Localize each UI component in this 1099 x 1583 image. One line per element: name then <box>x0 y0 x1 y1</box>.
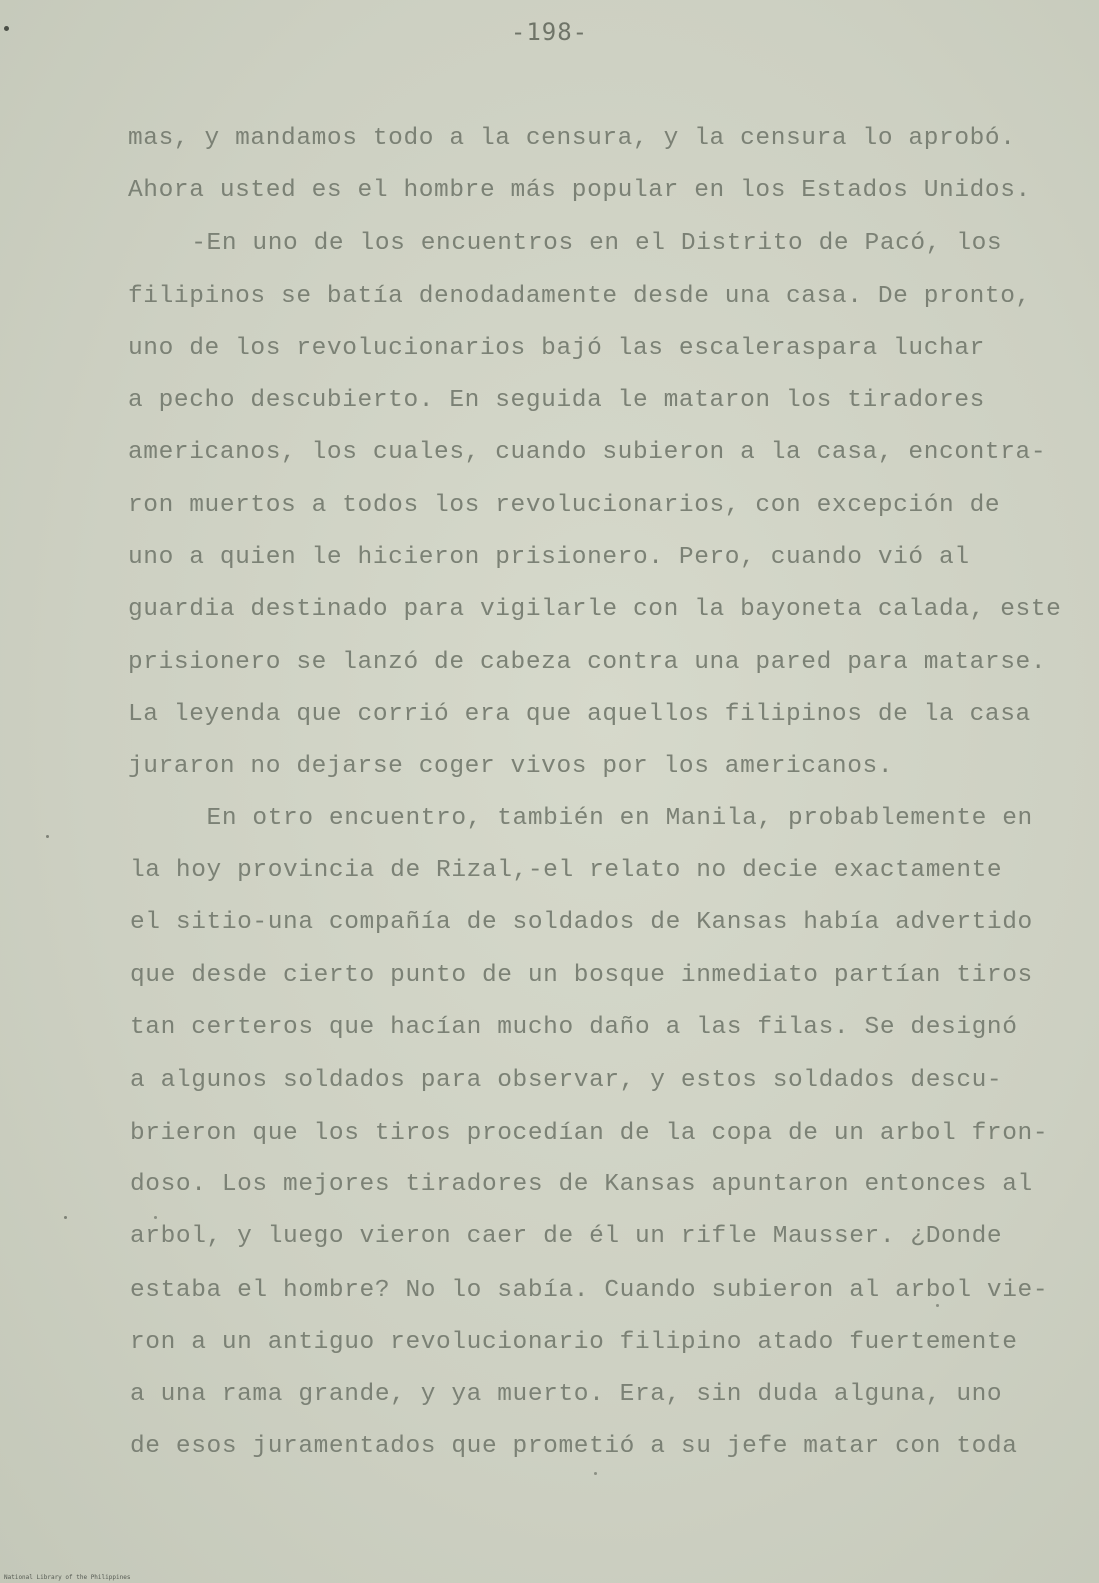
scan-speck <box>936 1304 939 1307</box>
text-line: ron muertos a todos los revolucionarios, con excepción de <box>128 492 1001 519</box>
text-line: prisionero se lanzó de cabeza contra una pared para matarse. <box>128 649 1047 676</box>
text-line: uno de los revolucionarios bajó las escaleraspara luchar <box>128 335 985 362</box>
text-line: brieron que los tiros procedían de la copa de un arbol fron- <box>130 1120 1049 1147</box>
text-line: que desde cierto punto de un bosque inmediato partían tiros <box>130 962 1033 989</box>
scan-speck <box>594 1472 597 1475</box>
text-line: el sitio-una compañía de soldados de Kansas había advertido <box>130 909 1033 936</box>
text-line: a una rama grande, y ya muerto. Era, sin duda alguna, uno <box>130 1381 1003 1408</box>
text-line: tan certeros que hacían mucho daño a las filas. Se designó <box>130 1014 1018 1041</box>
text-line: doso. Los mejores tiradores de Kansas apuntaron entonces al <box>130 1171 1033 1198</box>
text-line: guardia destinado para vigilarle con la bayoneta calada, este <box>128 596 1062 623</box>
text-line: La leyenda que corrió era que aquellos filipinos de la casa <box>128 701 1031 728</box>
text-line: juraron no dejarse coger vivos por los americanos. <box>128 753 894 780</box>
text-line: En otro encuentro, también en Manila, probablemente en <box>130 805 1033 832</box>
text-line: a pecho descubierto. En seguida le mataron los tiradores <box>128 387 985 414</box>
text-line: a algunos soldados para observar, y estos soldados descu- <box>130 1067 1003 1094</box>
scan-speck <box>64 1216 67 1219</box>
text-line: -En uno de los encuentros en el Distrito de Pacó, los <box>130 230 1003 257</box>
text-line: estaba el hombre? No lo sabía. Cuando subieron al arbol vie- <box>130 1277 1049 1304</box>
scan-speck <box>4 26 9 31</box>
page-number: -198- <box>510 18 589 46</box>
text-line: de esos juramentados que prometió a su jefe matar con toda <box>130 1433 1018 1460</box>
text-line: americanos, los cuales, cuando subieron a la casa, encontra- <box>128 439 1047 466</box>
text-line: uno a quien le hicieron prisionero. Pero, cuando vió al <box>128 544 970 571</box>
text-line: filipinos se batía denodadamente desde una casa. De pronto, <box>128 283 1031 310</box>
text-line: mas, y mandamos todo a la censura, y la censura lo aprobó. <box>128 125 1016 152</box>
text-line: arbol, y luego vieron caer de él un rifle Mausser. ¿Donde <box>130 1223 1003 1250</box>
text-line: Ahora usted es el hombre más popular en los Estados Unidos. <box>128 177 1031 204</box>
scan-speck <box>46 835 49 838</box>
library-footer: National Library of the Philippines <box>4 1574 131 1581</box>
scan-speck <box>154 1216 157 1219</box>
text-line: la hoy provincia de Rizal,-el relato no decie exactamente <box>130 857 1003 884</box>
text-line: ron a un antiguo revolucionario filipino atado fuertemente <box>130 1329 1018 1356</box>
